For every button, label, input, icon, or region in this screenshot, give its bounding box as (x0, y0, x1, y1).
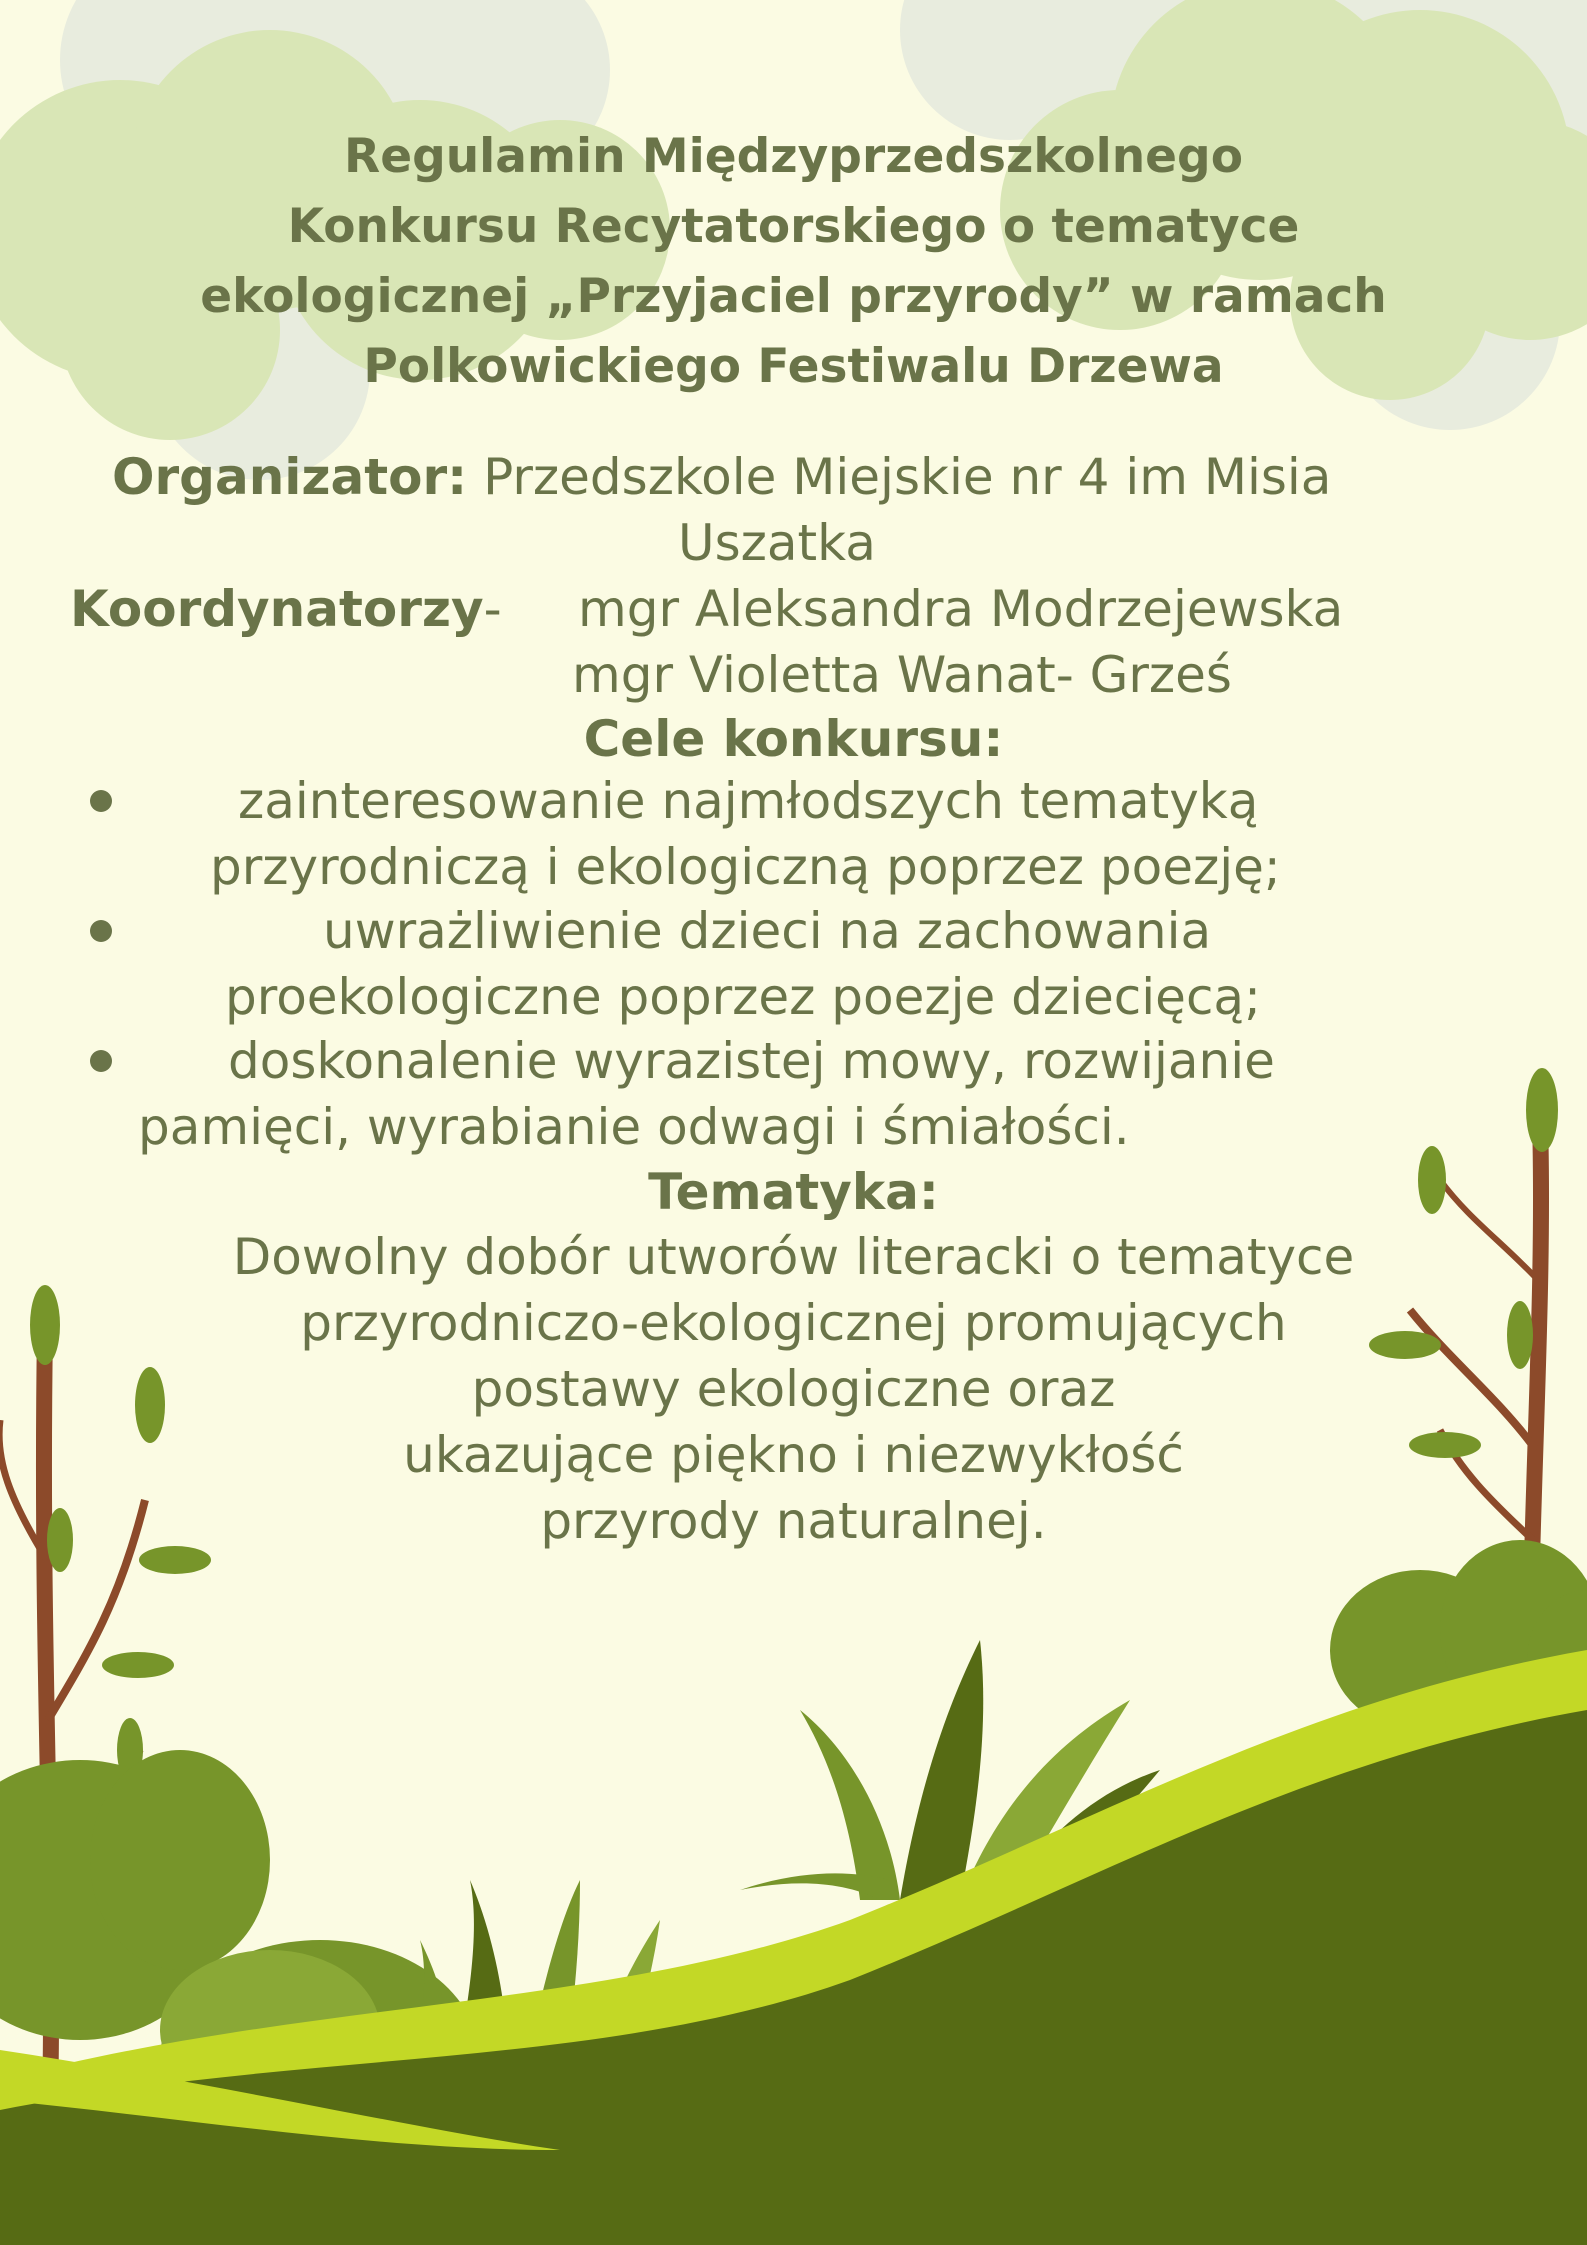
bullet-dot (90, 920, 112, 942)
poster-title (60, 122, 1527, 402)
topic-line-1: Dowolny dobór utworów literacki o tematyce (232, 1228, 1355, 1286)
goal-2-line-1: uwrażliwienie dzieci na zachowania (323, 902, 1212, 960)
bullet-dot (90, 1050, 112, 1072)
coordinators-separator: - (483, 580, 502, 638)
coordinator-name-1: mgr Aleksandra Modrzejewska (578, 580, 1344, 638)
title-line-3: ekologicznej „Przyjaciel przyrody” w ramach (200, 269, 1387, 324)
title-line-2: Konkursu Recytatorskiego o tematyce (287, 199, 1300, 254)
coordinator-name-2: mgr Violetta Wanat- Grześ (572, 646, 1232, 704)
topic-heading: Tematyka: (648, 1163, 939, 1221)
goal-3-line-2: pamięci, wyrabianie odwagi i śmiałości. (138, 1098, 1130, 1156)
goal-2-line-2: proekologiczne poprzez poezje dziecięcą; (225, 968, 1261, 1026)
goal-3-line-1: doskonalenie wyrazistej mowy, rozwijanie (228, 1032, 1275, 1090)
organizer-label: Organizator: (112, 448, 468, 506)
goals-heading: Cele konkursu: (583, 710, 1004, 768)
topic-line-4: ukazujące piękno i niezwykłość (403, 1426, 1184, 1484)
bullet-dot (90, 790, 112, 812)
goal-1-line-1: zainteresowanie najmłodszych tematyką (238, 772, 1259, 830)
coordinators-label: Koordynatorzy (70, 580, 484, 638)
organizer-value: Przedszkole Miejskie nr 4 im Misia (467, 448, 1332, 506)
topic-line-2: przyrodniczo-ekologicznej promujących (300, 1294, 1287, 1352)
title-line-1: Regulamin Międzyprzedszkolnego (344, 129, 1243, 184)
topic-line-5: przyrody naturalnej. (540, 1492, 1047, 1550)
topic-line-3: postawy ekologiczne oraz (471, 1360, 1116, 1418)
organizer-line (112, 445, 1331, 509)
title-line-4: Polkowickiego Festiwalu Drzewa (363, 339, 1224, 394)
goal-1-line-2: przyrodniczą i ekologiczną poprzez poezję; (210, 838, 1281, 896)
organizer-value-cont: Uszatka (678, 514, 876, 572)
coordinators-line (70, 577, 502, 641)
